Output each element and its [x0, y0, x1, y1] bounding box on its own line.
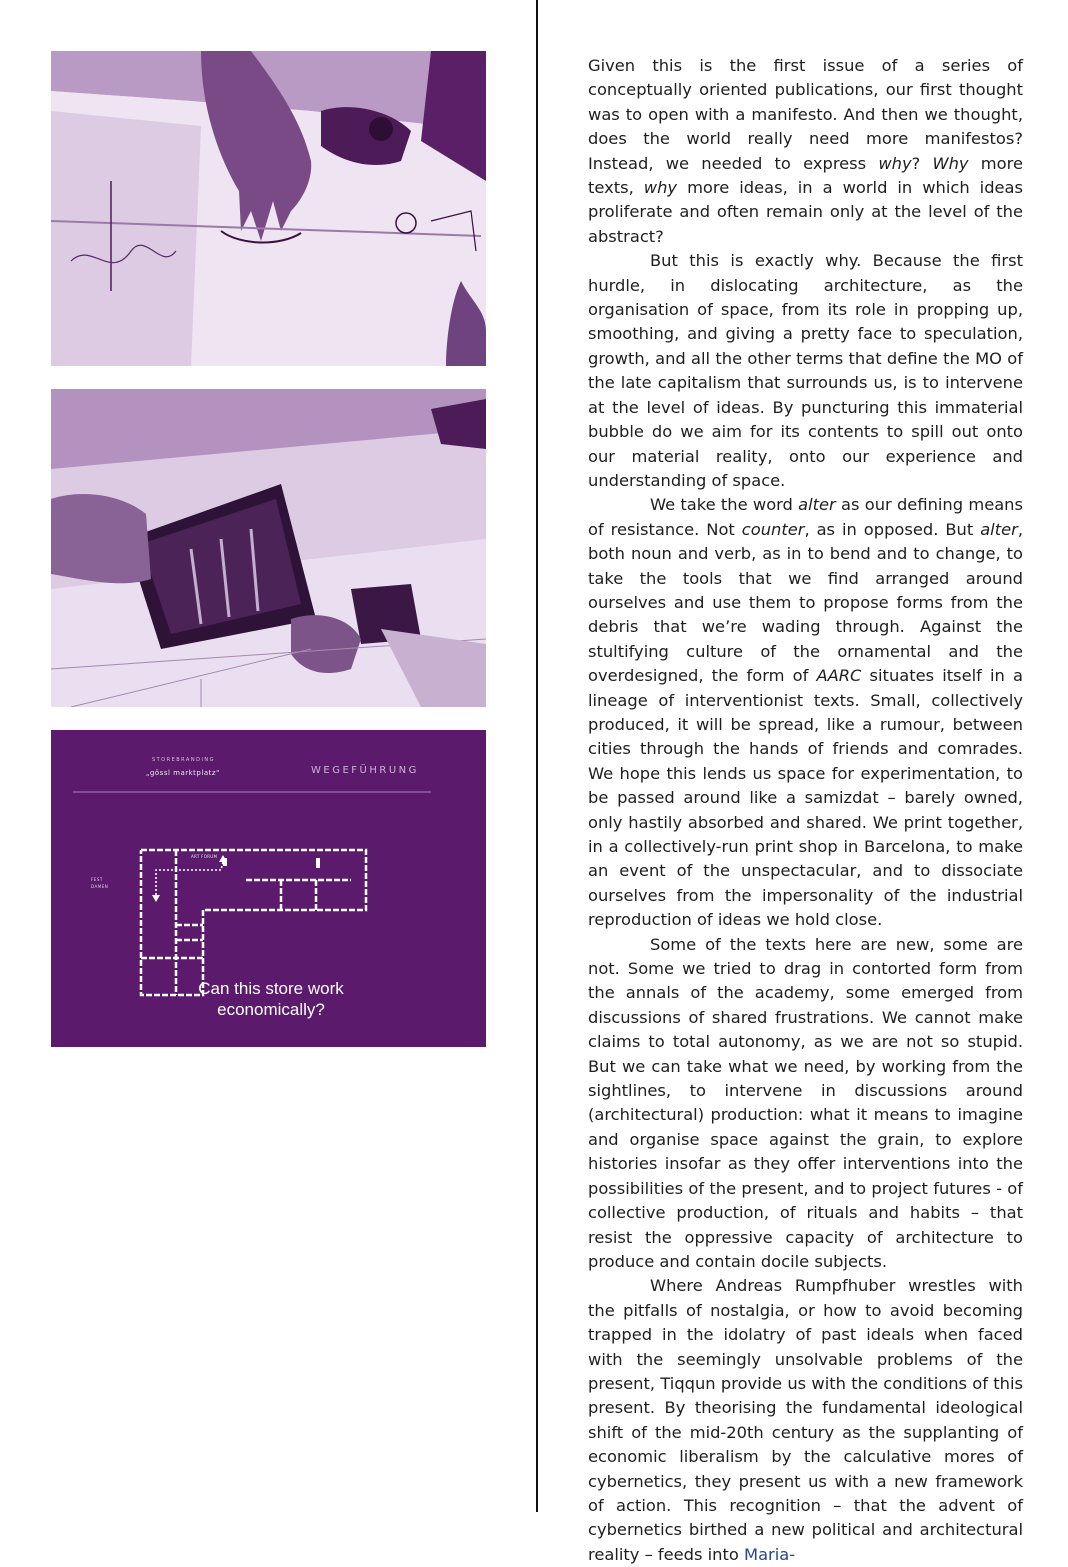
p3-text-a: We take the word	[650, 495, 799, 515]
paragraph-4: Some of the texts here are new, some are not. Some we tried to drag in contorted form from the annals of the academy, some emerged from discussions of shared frustrations. We cannot make claims to total autonomy, as we are not so stupid. But we can take what we need, by working from the sightlines, to intervene in discussions around (architectural) production: what it means to imagine and organise space against the grain, to explore histories insofar as they offer interventions into the possibilities of the present, and to project futures - of collective production, of rituals and habits – that resist the oppressive capacity of architecture to produce and contain docile subjects.	[588, 934, 1023, 1271]
photo-hands-drawing-graphic	[51, 51, 486, 366]
p3-emphasis-alter-1: alter	[798, 495, 836, 515]
p1-text-b: ?	[911, 153, 933, 173]
slide-brand-name: „gössl marktplatz“	[145, 769, 221, 777]
p1-text-a: Given this is the first issue of a series of conceptually oriented publications, our first thought was to open with a manifesto. And then we thought, does the world really need more manifestos? Instead, we needed to express	[588, 56, 1023, 173]
p1-text-c: more texts,	[588, 153, 1023, 198]
column-divider	[536, 0, 538, 1512]
slide-question: Can this store work economically?	[198, 979, 344, 1019]
paragraph-1	[588, 54, 1023, 249]
paragraph-5	[588, 1274, 1023, 1567]
p3-text-d: , both noun and verb, as in to bend and to change, to take the tools that we find arranged around ourselves and use them to propose forms from the debris that we’re wading through. Against the stultifying culture of the ornamental and the overdesigned, the form of	[588, 519, 1023, 686]
p3-emphasis-aarc: AARC	[816, 666, 862, 686]
photo-hands-drawing	[51, 51, 486, 366]
plan-room-label: ART FORUM	[191, 854, 218, 859]
p3-emphasis-counter: counter	[741, 519, 805, 539]
p3-text-c: , as in opposed. But	[804, 519, 981, 539]
p3-emphasis-alter-2: alter	[980, 519, 1018, 539]
slide-heading: WEGEFÜHRUNG	[311, 765, 419, 776]
p5-text-a: Where Andreas Rumpfhuber wrestles with the pitfalls of nostalgia, or how to avoid becoming trapped in the idolatry of past ideals when faced with the seemingly unsolvable problems of the present, Tiqqun provide us with the conditions of this present. By theorising the fundamental ideological shift of the mid-20th century as the supplanting of economic liberalism by the calculative mores of cybernetics, they present us with a new framework of action. This recognition – that the advent of cybernetics birthed a new political and architectural reality – feeds into	[588, 1276, 1023, 1564]
photo-hands-holding-photographs	[51, 389, 486, 707]
p1-text-d: more ideas, in a world in which ideas proliferate and often remain only at the level of the abstract?	[588, 178, 1024, 246]
p1-emphasis-why-3: why	[643, 178, 678, 198]
photo-hands-holding-photographs-graphic	[51, 389, 486, 707]
slide-legend-b: DAMEN	[91, 884, 109, 889]
p3-text-e: situates itself in a lineage of interventionist texts. Small, collectively produced, it will be spread, like a rumour, between cities through the hands of friends and comrades. We hope this lends us space for experimentation, to be passed around like a samizdat – barely owned, only hastily absorbed and shared. We print together, in a collectively-run print shop in Barcelona, to make an event of the unspectacular, and to dissociate ourselves from the impersonality of the industrial reproduction of ideas we hold close.	[588, 666, 1023, 930]
author-link[interactable]: Maria-	[744, 1544, 796, 1564]
paragraph-2: But this is exactly why. Because the first hurdle, in dislocating architecture, as the organisation of space, from its role in propping up, smoothing, and giving a pretty face to speculation, growth, and all the other terms that define the MO of the late capitalism that surrounds us, is to intervene at the level of ideas. By puncturing this immaterial bubble do we aim for its contents to spill out onto our material reality, onto our experience and understanding of space.	[588, 251, 1023, 490]
paragraph-3	[588, 493, 1023, 932]
slide-floor-plan	[51, 730, 486, 1047]
slide-brand-label: STOREBRANDING	[151, 757, 216, 763]
slide-legend-a: FEST	[91, 877, 103, 882]
p1-emphasis-why-1: why	[878, 153, 912, 173]
p1-emphasis-why-2: Why	[932, 153, 969, 173]
article-body	[588, 54, 1023, 1567]
p3-text-b: as our defining means of resistance. Not	[588, 495, 1023, 539]
